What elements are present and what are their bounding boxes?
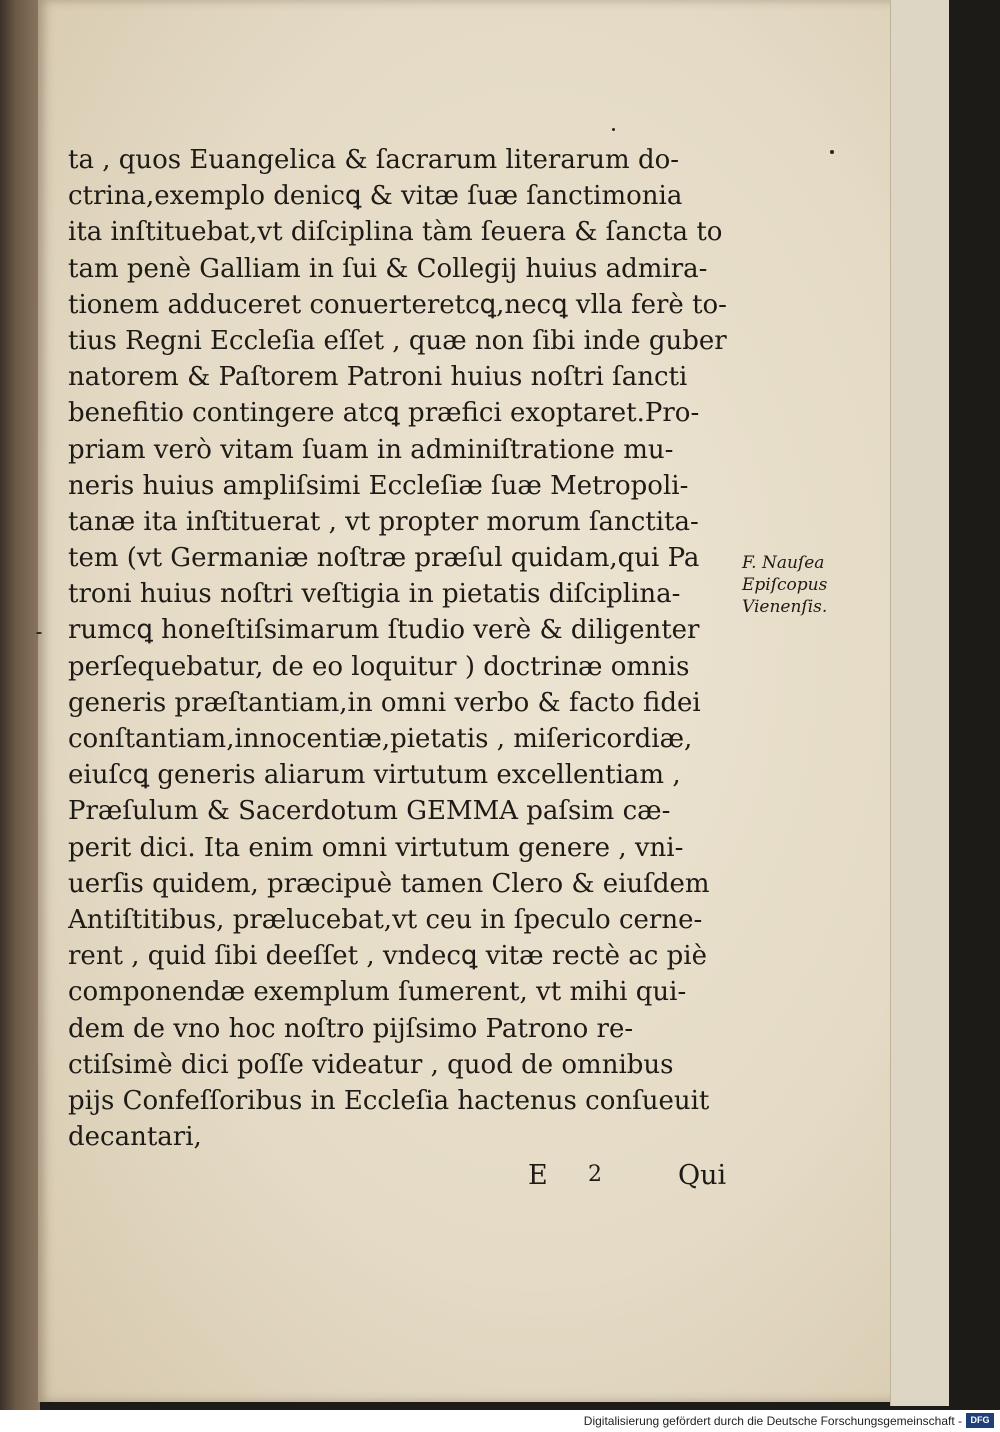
text-line: tam penè Galliam in ſui & Collegij huius admira- xyxy=(68,253,708,284)
marginal-note-line: F. Nauſea xyxy=(742,553,825,573)
ink-speck xyxy=(36,632,42,634)
text-line: componendæ exemplum ſumerent, vt mihi qui- xyxy=(68,977,687,1008)
ink-speck xyxy=(612,128,615,131)
text-line: tanæ ita inſtituerat , vt propter morum ſanctita- xyxy=(68,506,699,537)
text-line: natorem & Paſtorem Patroni huius noſtri ſancti xyxy=(68,362,688,393)
text-line: tionem adduceret conuerteretcꝗ,necꝗ vlla ferè to- xyxy=(68,289,727,320)
marginal-note xyxy=(742,552,852,618)
text-line: conſtantiam,innocentiæ,pietatis , miſericordiæ, xyxy=(68,724,693,754)
signature-number: 2 xyxy=(588,1162,602,1187)
text-line: tius Regni Eccleſia eſſet , quæ non ſibi inde guber xyxy=(68,325,727,356)
marginal-note-line: Vienenſis. xyxy=(742,597,828,617)
text-line: priam verò vitam ſuam in adminiſtratione mu- xyxy=(68,434,674,465)
text-line: ta , quos Euangelica & ſacrarum literarum do- xyxy=(68,145,680,175)
text-line: troni huius noſtri veſtigia in pietatis diſciplina- xyxy=(68,579,681,610)
text-line: ctiſsimè dici poſſe videatur , quod de omnibus xyxy=(68,1049,674,1080)
text-line: rent , quid ſibi deeſſet , vndecꝗ vitæ rectè ac piè xyxy=(68,941,707,972)
book-spine xyxy=(0,0,40,1410)
body-text xyxy=(68,142,748,1155)
text-line: uerſis quidem, præcipuè tamen Clero & eiuſdem xyxy=(68,868,710,899)
ink-speck xyxy=(830,150,834,154)
text-line: generis præſtantiam,in omni verbo & facto fidei xyxy=(68,687,701,718)
text-line: perit dici. Ita enim omni virtutum genere , vni- xyxy=(68,832,684,863)
dfg-logo-icon: DFG xyxy=(966,1413,994,1428)
text-line: neris huius ampliſsimi Eccleſiæ ſuæ Metropoli- xyxy=(68,470,689,501)
text-line: Præſulum & Sacerdotum GEMMA paſsim cæ- xyxy=(68,796,671,827)
text-line: decantari, xyxy=(68,1122,202,1153)
text-line: Antiſtitibus, prælucebat,vt ceu in ſpeculo cerne- xyxy=(68,904,703,935)
text-line: dem de vno hoc noſtro pijſsimo Patrono re- xyxy=(68,1013,634,1044)
text-line: ita inſtituebat,vt diſciplina tàm ſeuera & ſancta to xyxy=(68,217,723,248)
text-line: pijs Confeſſoribus in Eccleſia hactenus conſueuit xyxy=(68,1085,710,1116)
marginal-note-line: Epiſcopus xyxy=(742,575,828,595)
text-line: perſequebatur, de eo loquitur ) doctrinæ omnis xyxy=(68,651,690,682)
footer-bar xyxy=(0,1410,1000,1432)
page-edge-strip xyxy=(890,0,949,1406)
text-line: rumcꝗ honeſtiſsimarum ſtudio verè & diligenter xyxy=(68,615,700,646)
funding-notice: Digitalisierung gefördert durch die Deutsche Forschungsgemeinschaft - xyxy=(583,1414,962,1428)
text-line: benefitio contingere atcꝗ præfici exoptaret.Pro- xyxy=(68,398,700,429)
text-line: tem (vt Germaniæ noſtræ præſul quidam,qui Pa xyxy=(68,543,700,574)
catchword: Qui xyxy=(678,1160,727,1191)
signature-mark: E xyxy=(528,1160,548,1191)
text-line: ctrina,exemplo denicꝗ & vitæ ſuæ ſanctimonia xyxy=(68,181,683,212)
text-line: eiuſcꝗ generis aliarum virtutum excellentiam , xyxy=(68,760,681,791)
